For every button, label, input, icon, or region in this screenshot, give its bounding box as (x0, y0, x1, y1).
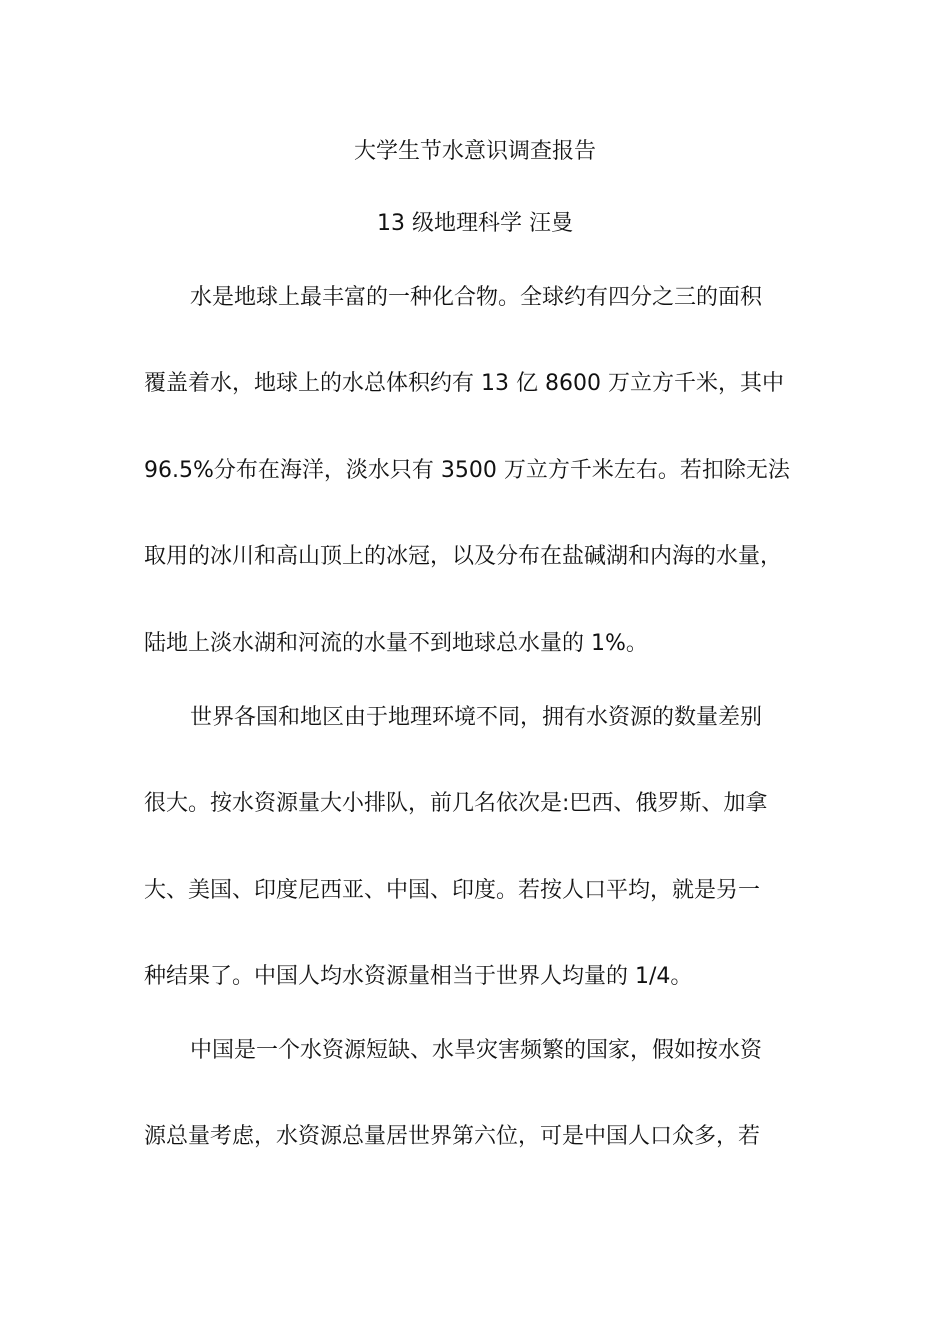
paragraph-3-line-1: 中国是一个水资源短缺、水旱灾害频繁的国家，假如按水资 (190, 1038, 763, 1063)
paragraph-1-line-3: 96.5%分布在海洋，淡水只有 3500 万立方千米左右。若扣除无法 (144, 458, 790, 483)
document-title: 大学生节水意识调查报告 (353, 139, 596, 164)
paragraph-1-line-4: 取用的冰川和高山顶上的冰冠，以及分布在盐碱湖和内海的水量， (144, 544, 783, 569)
paragraph-1-line-5: 陆地上淡水湖和河流的水量不到地球总水量的 1%。 (144, 631, 648, 656)
paragraph-2-line-2: 很大。按水资源量大小排队，前几名依次是:巴西、俄罗斯、加拿 (144, 791, 768, 816)
paragraph-3-line-2: 源总量考虑，水资源总量居世界第六位，可是中国人口众多，若 (144, 1124, 761, 1149)
paragraph-2-line-1: 世界各国和地区由于地理环境不同，拥有水资源的数量差别 (190, 705, 763, 730)
paragraph-1-line-1: 水是地球上最丰富的一种化合物。全球约有四分之三的面积 (190, 285, 763, 310)
paragraph-1-line-2: 覆盖着水，地球上的水总体积约有 13 亿 8600 万立方千米，其中 (144, 371, 784, 396)
paragraph-2-line-4: 种结果了。中国人均水资源量相当于世界人均量的 1/4。 (144, 964, 693, 989)
author-line: 13 级地理科学 汪曼 (377, 211, 573, 236)
paragraph-2-line-3: 大、美国、印度尼西亚、中国、印度。若按人口平均，就是另一 (144, 878, 761, 903)
